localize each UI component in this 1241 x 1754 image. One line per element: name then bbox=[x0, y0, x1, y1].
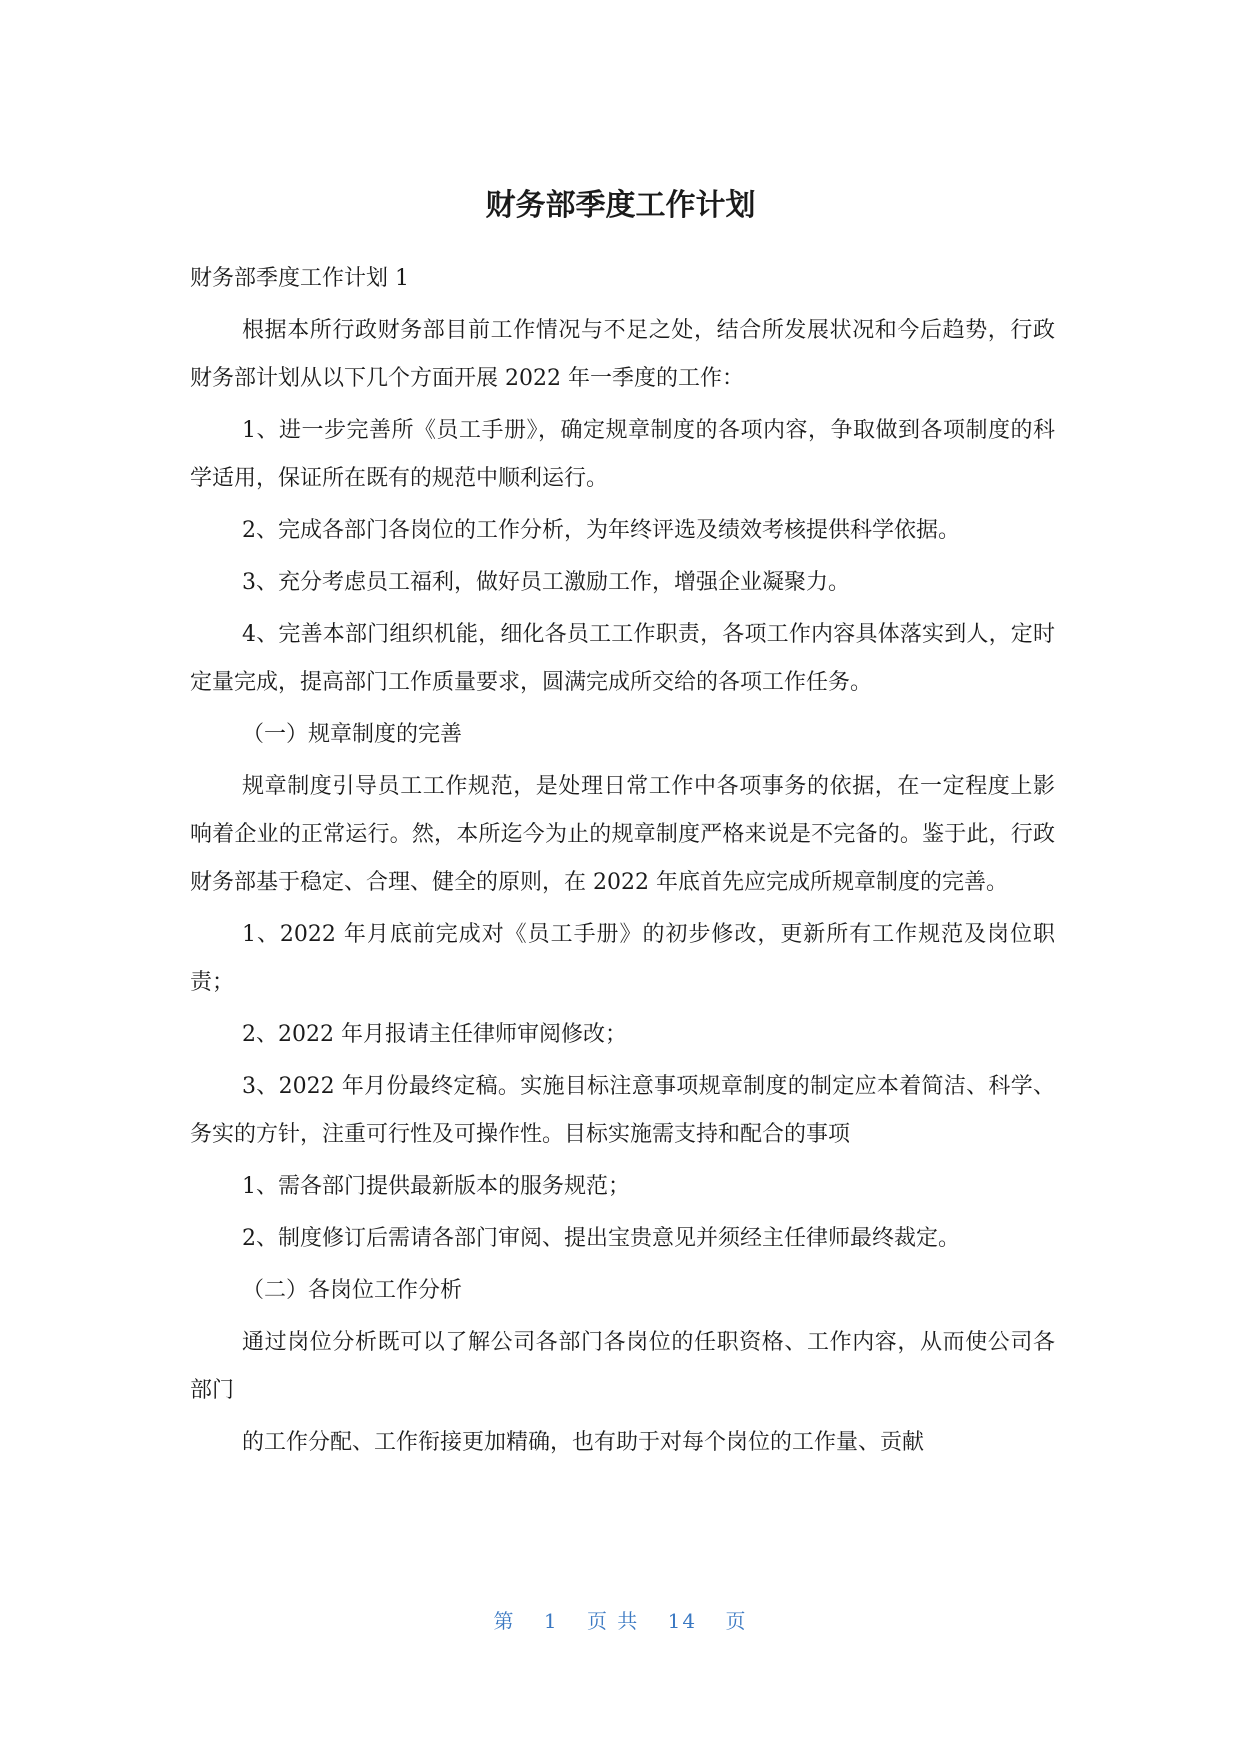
document-title: 财务部季度工作计划 bbox=[485, 188, 756, 223]
total-page-count: 14 bbox=[667, 1609, 698, 1633]
footer-middle: 页 共 bbox=[586, 1609, 640, 1633]
section-heading: （一）规章制度的完善 bbox=[242, 722, 463, 747]
paragraph: 1、2022 年月底前完成对《员工手册》的初步修改，更新所有工作规范及岗位职责； bbox=[190, 922, 1055, 995]
paragraph: 通过岗位分析既可以了解公司各部门各岗位的任职资格、工作内容，从而使公司各部门 bbox=[190, 1330, 1055, 1403]
current-page-number: 1 bbox=[543, 1609, 559, 1633]
paragraph: 2、2022 年月报请主任律师审阅修改； bbox=[242, 1022, 627, 1047]
paragraph: 1、进一步完善所《员工手册》，确定规章制度的各项内容，争取做到各项制度的科学适用，保证所在既有的规范中顺利运行。 bbox=[190, 418, 1055, 491]
footer-suffix: 页 bbox=[725, 1609, 748, 1633]
paragraph: 规章制度引导员工工作规范，是处理日常工作中各项事务的依据，在一定程度上影响着企业的正常运行。然，本所迄今为止的规章制度严格来说是不完备的。鉴于此，行政财务部基于稳定、合理、健全的原则，在 2022 年底首先应完成所规章制度的完善。 bbox=[190, 774, 1055, 895]
paragraph: 2、制度修订后需请各部门审阅、提出宝贵意见并须经主任律师最终裁定。 bbox=[242, 1226, 960, 1251]
document-body bbox=[190, 255, 1055, 1471]
paragraph: 的工作分配、工作衔接更加精确，也有助于对每个岗位的工作量、贡献 bbox=[242, 1430, 925, 1455]
section-heading: （二）各岗位工作分析 bbox=[242, 1278, 463, 1303]
paragraph: 2、完成各部门各岗位的工作分析，为年终评选及绩效考核提供科学依据。 bbox=[242, 518, 960, 543]
paragraph: 1、需各部门提供最新版本的服务规范； bbox=[242, 1174, 630, 1199]
paragraph: 财务部季度工作计划 1 bbox=[190, 266, 409, 291]
paragraph: 4、完善本部门组织机能，细化各员工工作职责，各项工作内容具体落实到人，定时定量完成，提高部门工作质量要求，圆满完成所交给的各项工作任务。 bbox=[190, 622, 1055, 695]
paragraph: 3、充分考虑员工福利，做好员工激励工作，增强企业凝聚力。 bbox=[242, 570, 850, 595]
paragraph: 根据本所行政财务部目前工作情况与不足之处，结合所发展状况和今后趋势，行政财务部计划从以下几个方面开展 2022 年一季度的工作： bbox=[190, 318, 1055, 391]
footer-prefix: 第 bbox=[493, 1609, 516, 1633]
paragraph: 3、2022 年月份最终定稿。实施目标注意事项规章制度的制定应本着简洁、科学、务实的方针，注重可行性及可操作性。目标实施需支持和配合的事项 bbox=[190, 1074, 1055, 1147]
page-footer bbox=[0, 1605, 1241, 1634]
